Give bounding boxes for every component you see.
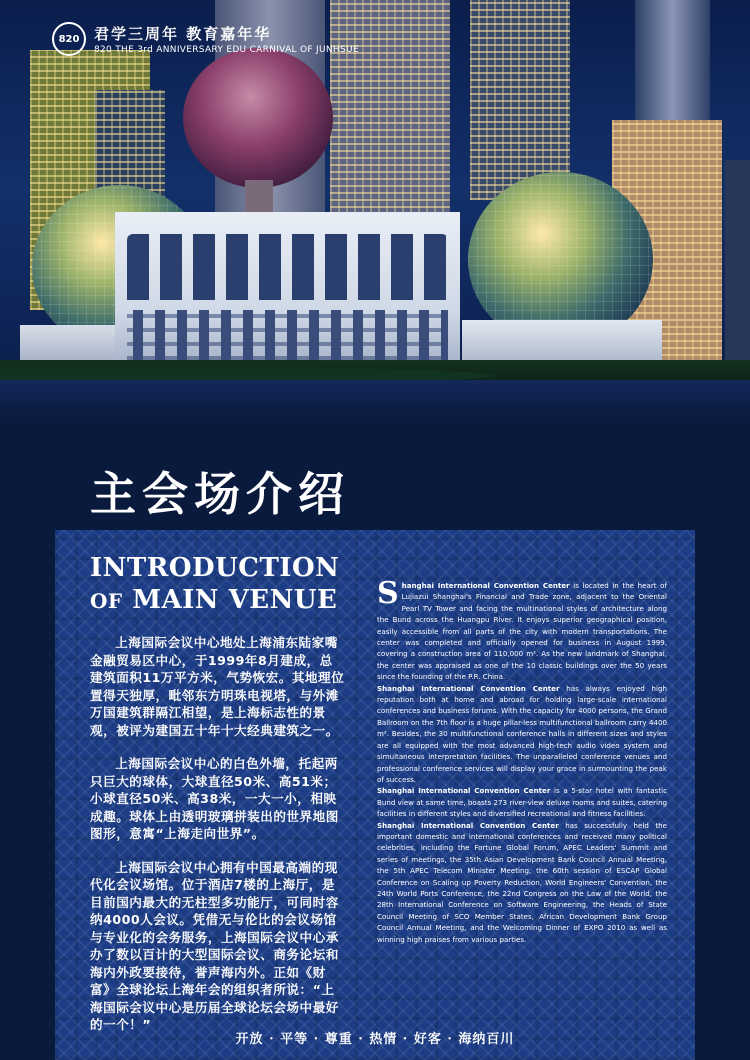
river-water bbox=[0, 380, 750, 420]
chinese-text-column bbox=[90, 634, 345, 1050]
logo-title-cn: 君学三周年 教育嘉年华 bbox=[94, 25, 272, 43]
en-paragraph-body: is located in the heart of Lujiazui Shanghai's Financial and Trade zone, adjacent to the Oriental Pearl TV Tower and facing the multinational styles of architecture along the Bund across the Huangpu River. It enjoys superior geographical position, easily accessible from all parts of the city with modern transportations. The center was completed and officially opened for business in August 1999, covering a construction area of 110,000 m². As the new landmark of Shanghai, the center was appraised as one of the 10 classic buildings over the 50 years since the founding of the P.R. China. bbox=[377, 581, 667, 682]
en-paragraph bbox=[377, 820, 667, 945]
tower-far-right bbox=[725, 160, 750, 360]
intro-title bbox=[90, 552, 339, 617]
page-title: 主会场介绍 bbox=[90, 467, 350, 521]
event-logo bbox=[52, 22, 359, 56]
slogan: 开放 · 平等 · 尊重 · 热情 · 好客 · 海纳百川 bbox=[235, 1032, 515, 1047]
intro-title-venue: MAIN VENUE bbox=[132, 585, 338, 615]
intro-title-of: OF bbox=[90, 589, 123, 613]
en-paragraph-lead: Shanghai International Convention Center bbox=[377, 820, 559, 830]
en-paragraph-lead: Shanghai International Convention Center bbox=[377, 683, 560, 693]
cn-paragraph: 上海国际会议中心地处上海浦东陆家嘴金融贸易区中心，于1999年8月建成，总建筑面积11万平方米，气势恢宏。其地理位置得天独厚，毗邻东方明珠电视塔，与外滩万国建筑群隔江相望，是上海标志性的景观，被评为建国五十年十大经典建筑之一。 bbox=[90, 635, 345, 738]
cn-paragraph: 上海国际会议中心的白色外墙，托起两只巨大的球体，大球直径50米、高51米；小球直径50米、高38米，一大一小，相映成趣。球体上由透明玻璃拼装出的世界地图图形，意寓“上海走向世界”。 bbox=[90, 756, 339, 841]
intro-title-line1: INTRODUCTION bbox=[90, 553, 340, 583]
en-paragraph bbox=[377, 785, 667, 819]
en-paragraph-lead: Shanghai International Convention Center bbox=[377, 786, 551, 796]
oriental-pearl-sphere bbox=[183, 48, 333, 188]
english-text-column bbox=[377, 576, 668, 945]
building-arches bbox=[127, 234, 448, 300]
logo-subtitle-en: 820 THE 3rd ANNIVERSARY EDU CARNIVAL OF JUNHSUE bbox=[94, 45, 359, 55]
en-paragraph bbox=[377, 576, 667, 683]
en-paragraph-body: has successfully held the important domestic and international conferences and received many political celebrities, including the Fortune Global Forum, APEC Leaders' Summit and series of meetings, the 35th Asian Development Bank Council Annual Meeting, the 5th APEC Telecom Minister Meeting, the 60th session of ESCAP Global Conference on Scaling up Poverty Reduction, World Engineers' Convention, the 24th World Ports Conference, the 22nd Congress on the Law of the World, the 28th International Conference on Software Engineering, the Heads of State Council Meeting of SCO Member States, African Development Bank Group Council Annual Meeting, and the Welcoming Dinner of EXPO 2010 as well as winning high praises from various parties. bbox=[377, 820, 667, 944]
convention-center-building bbox=[115, 212, 460, 380]
en-paragraph-lead: Shanghai International Convention Center bbox=[377, 576, 570, 611]
en-paragraph-body: has always enjoyed high reputation both at home and abroad for holding large-scale international conferences and business forums. With the capacity for 4000 persons, the Grand Ballroom on the 7th floor is a huge pillar-less multifunctional ballroom carry 4400 m². Besides, the 30 multifunctional conference halls in different sizes and styles are all equipped with the most advanced high-tech audio video system and simultaneous interpretation facilities. The unparalleled conference venues and professional conference services will display your grace in surmounting the peak of success. bbox=[377, 683, 668, 784]
en-paragraph-body: is a 5-star hotel with fantastic Bund view at same time, boasts 273 river-view deluxe rooms and suites, catering facilities in different styles and diversified recreational and fitness facilities. bbox=[377, 786, 667, 819]
globe-right-base bbox=[462, 320, 662, 365]
en-paragraph bbox=[377, 683, 667, 786]
logo-mark: 820 bbox=[52, 22, 86, 56]
hero-skyline-image bbox=[0, 0, 750, 420]
intro-panel bbox=[55, 530, 695, 1060]
logo-text bbox=[94, 23, 359, 55]
tower-right-1 bbox=[470, 0, 570, 200]
intro-title-line2 bbox=[90, 584, 339, 617]
cn-paragraph: 上海国际会议中心拥有中国最高端的现代化会议场馆。位于酒店7楼的上海厅，是目前国内最大的无柱型多功能厅，可同时容纳4000人会议。凭借无与伦比的会议场馆与专业化的会务服务，上海国际会议中心承办了数以百计的大型国际会议、商务论坛和海内外政要接待，誉声海内外。正如《财富》全球论坛上海年会的组织者所说：“上海国际会议中心是历届全球论坛会场中最好的一个！” bbox=[90, 859, 339, 1032]
